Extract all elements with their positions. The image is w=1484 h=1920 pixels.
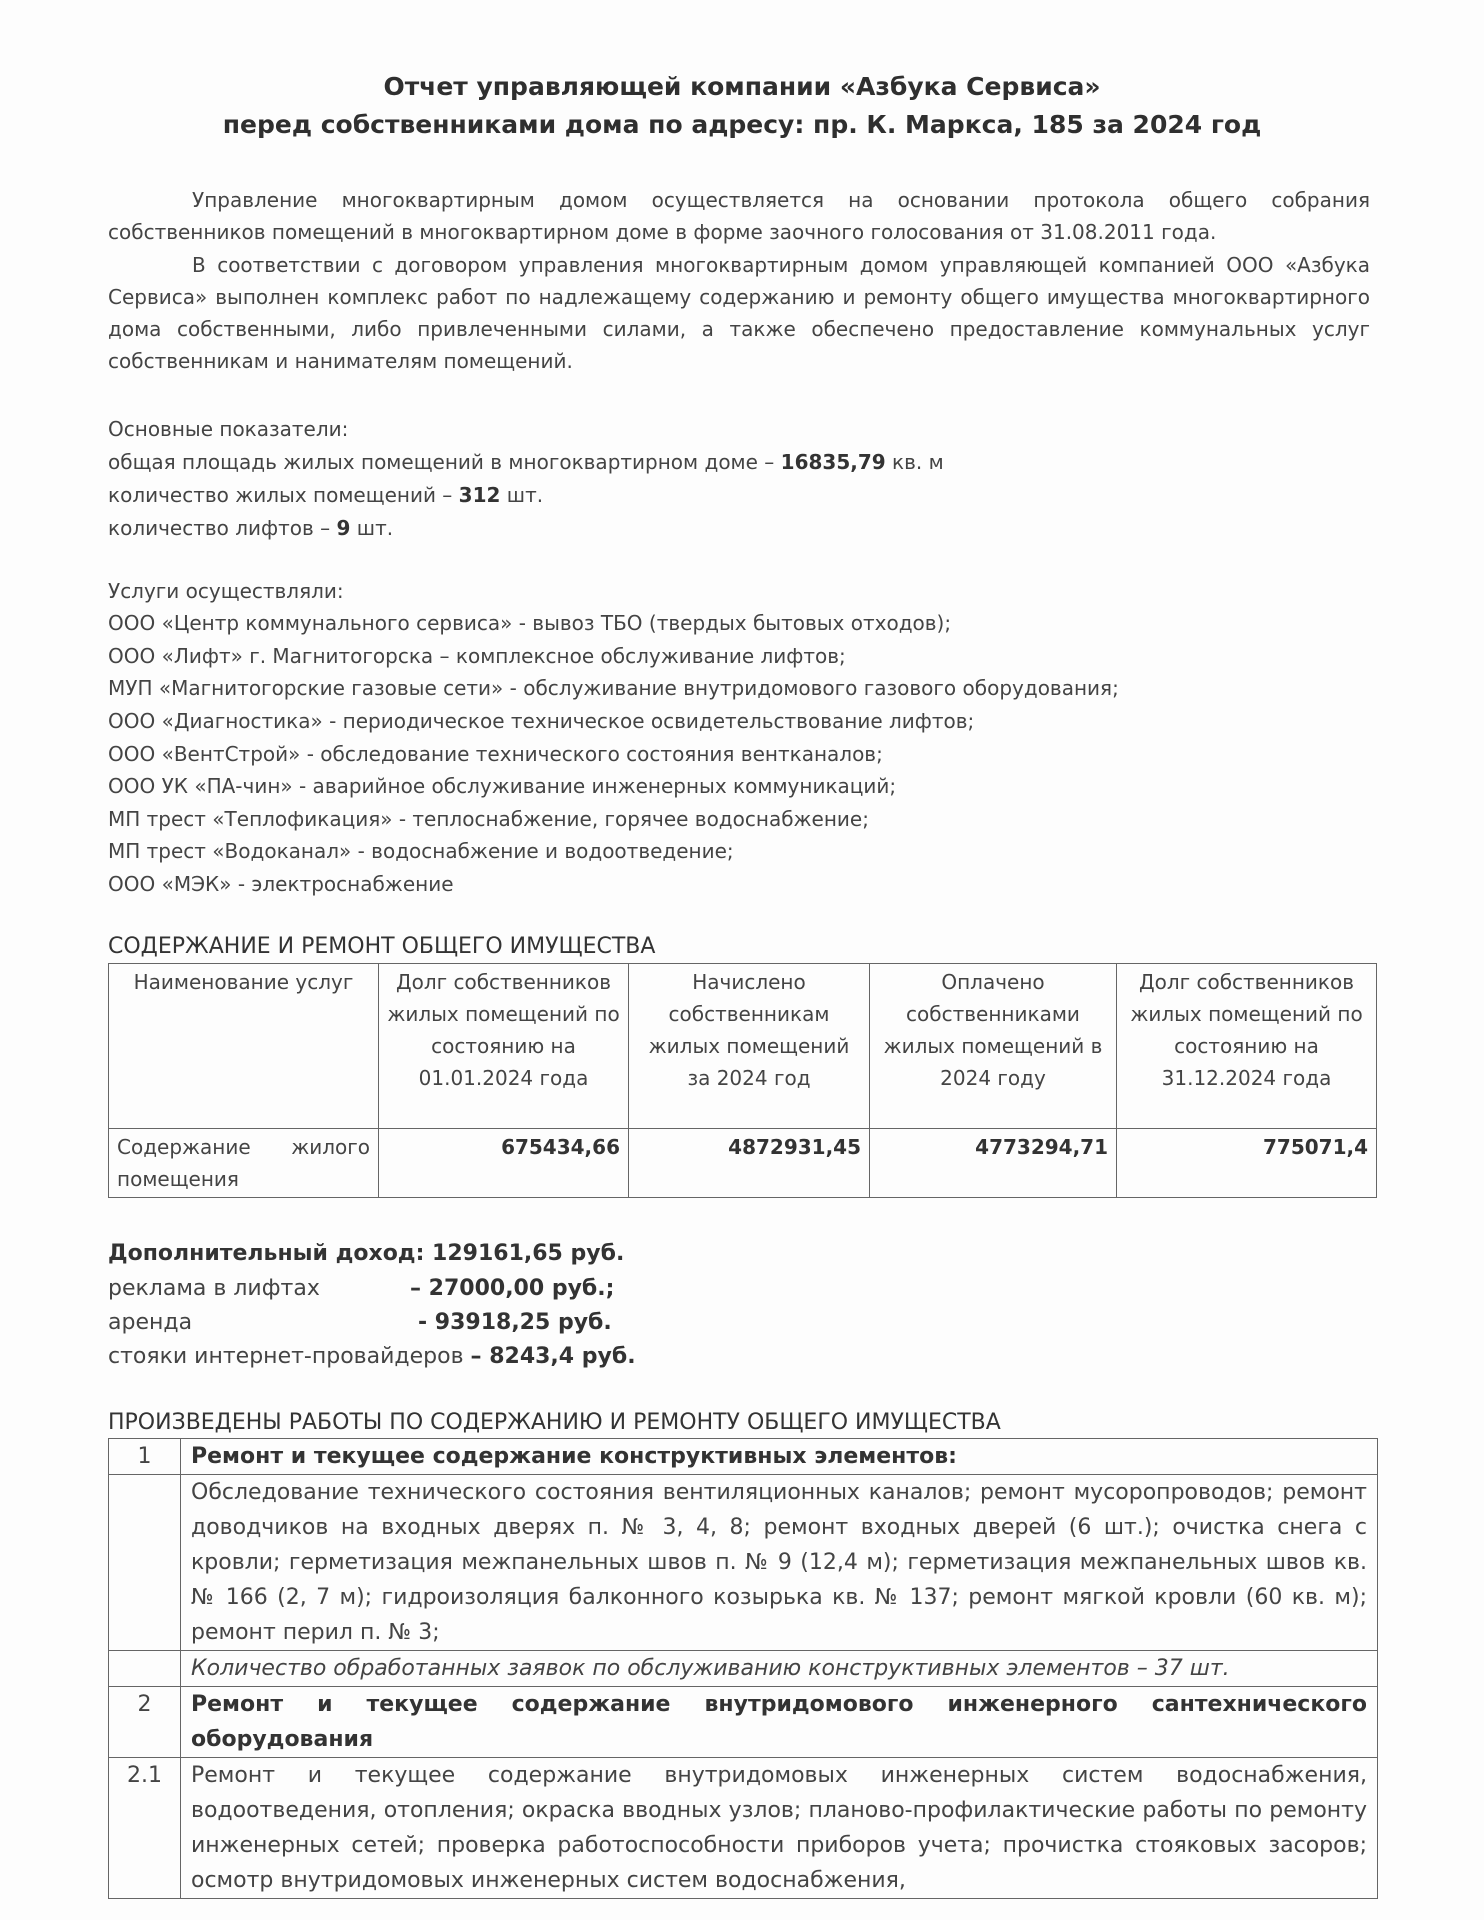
income-ads-label: реклама в лифтах [108,1276,320,1301]
indicator-area-unit: кв. м [885,450,944,474]
works-table [108,1438,1378,1899]
providers-heading: Услуги осуществляли: [108,579,344,603]
table-row [109,1129,1377,1198]
maintenance-table [108,963,1377,1198]
provider-item: ООО «Центр коммунального сервиса» - вывоз ТБО (твердых бытовых отходов); [108,611,952,635]
income-rent-label: аренда [108,1310,193,1335]
column-header: Долг собственников жилых помещений по состоянию на 01.01.2024 года [379,964,629,1129]
row-number: 2 [109,1687,181,1758]
income-ads [108,1273,614,1305]
table-row [109,1651,1378,1687]
indicators-heading: Основные показатели: [108,417,349,441]
service-name-cell: Содержание жилого помещения [109,1129,379,1198]
provider-item: ООО «Лифт» г. Магнитогорска – комплексное обслуживание лифтов; [108,644,846,668]
debt-start-cell: 675434,66 [379,1129,629,1198]
works-heading: ПРОИЗВЕДЕНЫ РАБОТЫ ПО СОДЕРЖАНИЮ И РЕМОНТУ ОБЩЕГО ИМУЩЕСТВА [108,1410,1001,1435]
work-text: Ремонт и текущее содержание внутридомовых инженерных систем водоснабжения, водоотведения, отопления; окраска вводных узлов; планово-профилактические работы по ремонту инженерных сетей; проверка работоспособности приборов учета; прочистка стояковых засоров; осмотр внутридомовых инженерных систем водоснабжения, [181,1758,1378,1899]
additional-income [108,1238,624,1270]
provider-item: ООО «МЭК» - электроснабжение [108,872,454,896]
income-rent-value: - 93918,25 руб. [418,1310,612,1335]
column-header: Оплачено собственниками жилых помещений в 2024 году [870,964,1117,1129]
work-text: Обследование технического состояния вентиляционных каналов; ремонт мусоропроводов; ремонт доводчиков на входных дверях п. № 3, 4, 8; ремонт входных дверей (6 шт.); очистка снега с кровли; герметизация межпанельных швов п. № 9 (12,4 м); герметизация межпанельных швов кв. № 166 (2, 7 м); гидроизоляция балконного козырька кв. № 137; ремонт мягкой кровли (60 кв. м); ремонт перил п. № 3; [181,1475,1378,1651]
debt-end-cell: 775071,4 [1117,1129,1377,1198]
income-isp-label: стояки интернет-провайдеров [108,1344,471,1369]
provider-item: ООО «Диагностика» - периодическое техническое освидетельствование лифтов; [108,709,975,733]
provider-item: МП трест «Теплофикация» - теплоснабжение, горячее водоснабжение; [108,807,869,831]
table-header-row [109,964,1377,1129]
maintenance-heading: СОДЕРЖАНИЕ И РЕМОНТ ОБЩЕГО ИМУЩЕСТВА [108,934,656,959]
row-number: 1 [109,1439,181,1475]
column-header: Долг собственников жилых помещений по состоянию на 31.12.2024 года [1117,964,1377,1129]
indicator-lifts-value: 9 [336,516,351,540]
charged-cell: 4872931,45 [629,1129,870,1198]
work-text: Ремонт и текущее содержание внутридомового инженерного сантехнического оборудования [181,1687,1378,1758]
report-title-line-1: Отчет управляющей компании «Азбука Сервиса» [383,72,1101,101]
indicator-area [108,446,944,478]
intro-paragraph-2-text: В соответствии с договором управления многоквартирным домом управляющей компанией ООО «Азбука Сервиса» выполнен комплекс работ по надлежащему содержанию и ремонту общего имущества многоквартирного дома собственными, либо привлеченными силами, а также обеспечено предоставление коммунальных услуг собственникам и нанимателям помещений. [108,253,1370,373]
indicator-area-value: 16835,79 [780,450,886,474]
column-header: Наименование услуг [109,964,379,1129]
table-row [109,1687,1378,1758]
indicator-lifts [108,512,393,544]
provider-item: ООО «ВентСтрой» - обследование технического состояния вентканалов; [108,742,883,766]
additional-income-label: Дополнительный доход: [108,1241,433,1266]
indicator-rooms-value: 312 [458,483,501,507]
indicator-lifts-unit: шт. [350,516,394,540]
report-title-line-2: перед собственниками дома по адресу: пр. К. Маркса, 185 за 2024 год [222,110,1262,139]
intro-paragraph-2 [108,249,1370,377]
column-header: Начислено собственникам жилых помещений за 2024 год [629,964,870,1129]
indicator-rooms-unit: шт. [500,483,544,507]
additional-income-total: 129161,65 руб. [432,1241,625,1266]
paid-cell: 4773294,71 [870,1129,1117,1198]
row-number: 2.1 [109,1758,181,1899]
table-row [109,1758,1378,1899]
row-number [109,1651,181,1687]
table-row [109,1439,1378,1475]
row-number [109,1475,181,1651]
provider-item: МП трест «Водоканал» - водоснабжение и водоотведение; [108,839,734,863]
indicator-area-label: общая площадь жилых помещений в многоквартирном доме – [108,450,781,474]
income-isp [108,1341,636,1373]
provider-item: МУП «Магнитогорские газовые сети» - обслуживание внутридомового газового оборудования; [108,676,1119,700]
income-rent [108,1307,612,1339]
intro-paragraph-1-text: Управление многоквартирным домом осуществляется на основании протокола общего собрания собственников помещений в многоквартирном доме в форме заочного голосования от 31.08.2011 года. [108,188,1370,244]
table-row [109,1475,1378,1651]
intro-paragraph-1 [108,184,1370,248]
indicator-rooms-label: количество жилых помещений – [108,483,459,507]
income-isp-value: – 8243,4 руб. [470,1344,636,1369]
work-text: Количество обработанных заявок по обслуживанию конструктивных элементов – 37 шт. [181,1651,1378,1687]
indicator-rooms [108,479,543,511]
provider-item: ООО УК «ПА-чин» - аварийное обслуживание инженерных коммуникаций; [108,774,897,798]
work-text: Ремонт и текущее содержание конструктивных элементов: [181,1439,1378,1475]
indicator-lifts-label: количество лифтов – [108,516,337,540]
income-ads-value: – 27000,00 руб.; [410,1276,615,1301]
